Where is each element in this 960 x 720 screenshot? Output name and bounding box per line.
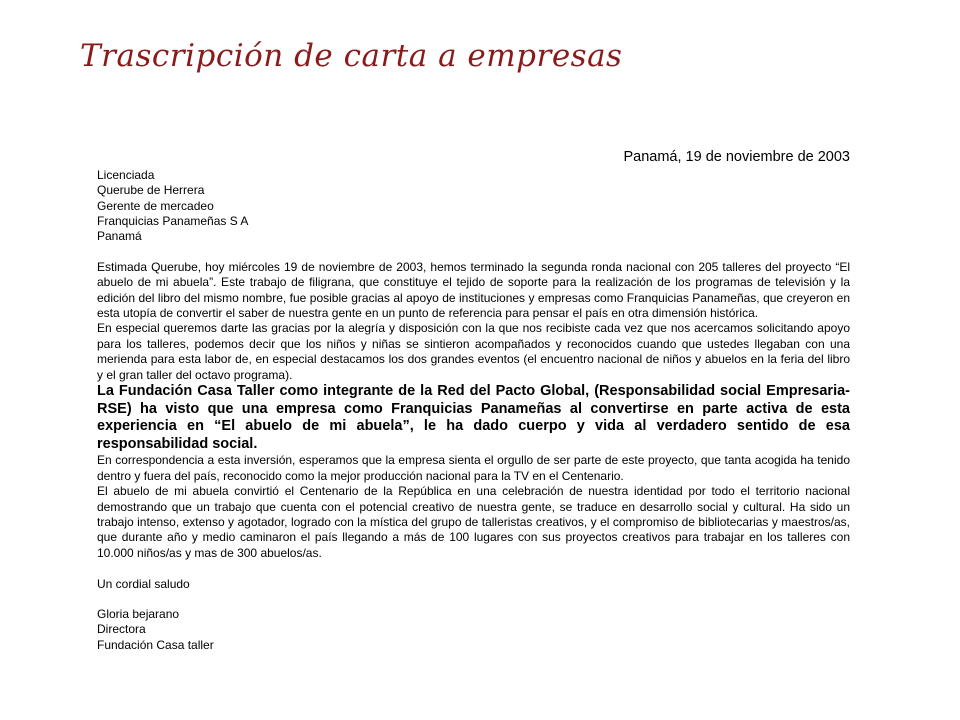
signature-organization: Fundación Casa taller: [97, 637, 214, 652]
spacer: [97, 561, 850, 576]
page-title: Trascripción de carta a empresas: [80, 38, 623, 74]
paragraph-investment: En correspondencia a esta inversión, esperamos que la empresa sienta el orgullo de ser parte de este proyecto, que tanta acogida ha tenido dentro y fuera del país, reconocido como la mejor producción nacional para la TV en el Centenario.: [97, 453, 850, 483]
spacer: [97, 244, 850, 259]
paragraph-greeting: Estimada Querube, hoy miércoles 19 de noviembre de 2003, hemos terminado la segunda ronda nacional con 205 talleres del proyecto “El abuelo de mi abuela”. Este trabajo de filigrana, que constituye el tejido de soporte para la realización de los programas de televisión y la edición del libro del mismo nombre, fue posible gracias al apoyo de instituciones y empresas como Franquicias Panameñas, que creyeron en esta utopía de convertir el saber de nuestra gente en un punto de referencia para pensar el país en otra dimensión histórica.: [97, 259, 850, 320]
paragraph-thanks: En especial queremos darte las gracias por la alegría y disposición con la que nos recibiste cada vez que nos acercamos solicitando apoyo para los talleres, podemos decir que los niños y niñas se sintieron acompañados y reconocidos cuando que ustedes llegaban con una merienda para esta labor de, en especial destacamos los dos grandes eventos (el encuentro nacional de niños y abuelos en la feria del libro y el gran taller del octavo programa).: [97, 321, 850, 382]
closing: Un cordial saludo: [97, 576, 190, 591]
letter-body: [97, 147, 850, 653]
signature-role: Directora: [97, 622, 146, 637]
signature-name: Gloria bejarano: [97, 607, 180, 622]
spacer: [97, 592, 850, 607]
recipient-company: Franquicias Panameñas S A: [97, 213, 249, 228]
paragraph-rse: La Fundación Casa Taller como integrante de la Red del Pacto Global, (Responsabilidad social Empresaria-RSE) ha visto que una empresa como Franquicias Panameñas al convertirse en parte activa de esta experiencia en “El abuelo de mi abuela”, le ha dado cuerpo y vida al verdadero sentido de esa responsabilidad social.: [97, 383, 850, 452]
recipient-name: Querube de Herrera: [97, 183, 205, 198]
recipient-title: Licenciada: [97, 168, 155, 182]
recipient-block: [97, 168, 850, 244]
letter-date: Panamá, 19 de noviembre de 2003: [623, 149, 850, 165]
recipient-position: Gerente de mercadeo: [97, 198, 214, 213]
signature-block: [97, 607, 850, 653]
recipient-city: Panamá: [97, 229, 142, 244]
paragraph-centenario: El abuelo de mi abuela convirtió el Centenario de la República en una celebración de nuestra identidad por todo el territorio nacional demostrando que un trabajo que cuenta con el potencial creativo de nuestra gente, se traduce en desarrollo social y cultural. Ha sido un trabajo intenso, extenso y agotador, logrado con la mística del grupo de talleristas creativos, y el compromiso de bibliotecarias y maestros/as, que durante año y medio caminaron el país llegando a más de 100 lugares con sus proyectos creativos para trabajar en los talleres con 10.000 niños/as y mas de 300 abuelos/as.: [97, 484, 850, 560]
